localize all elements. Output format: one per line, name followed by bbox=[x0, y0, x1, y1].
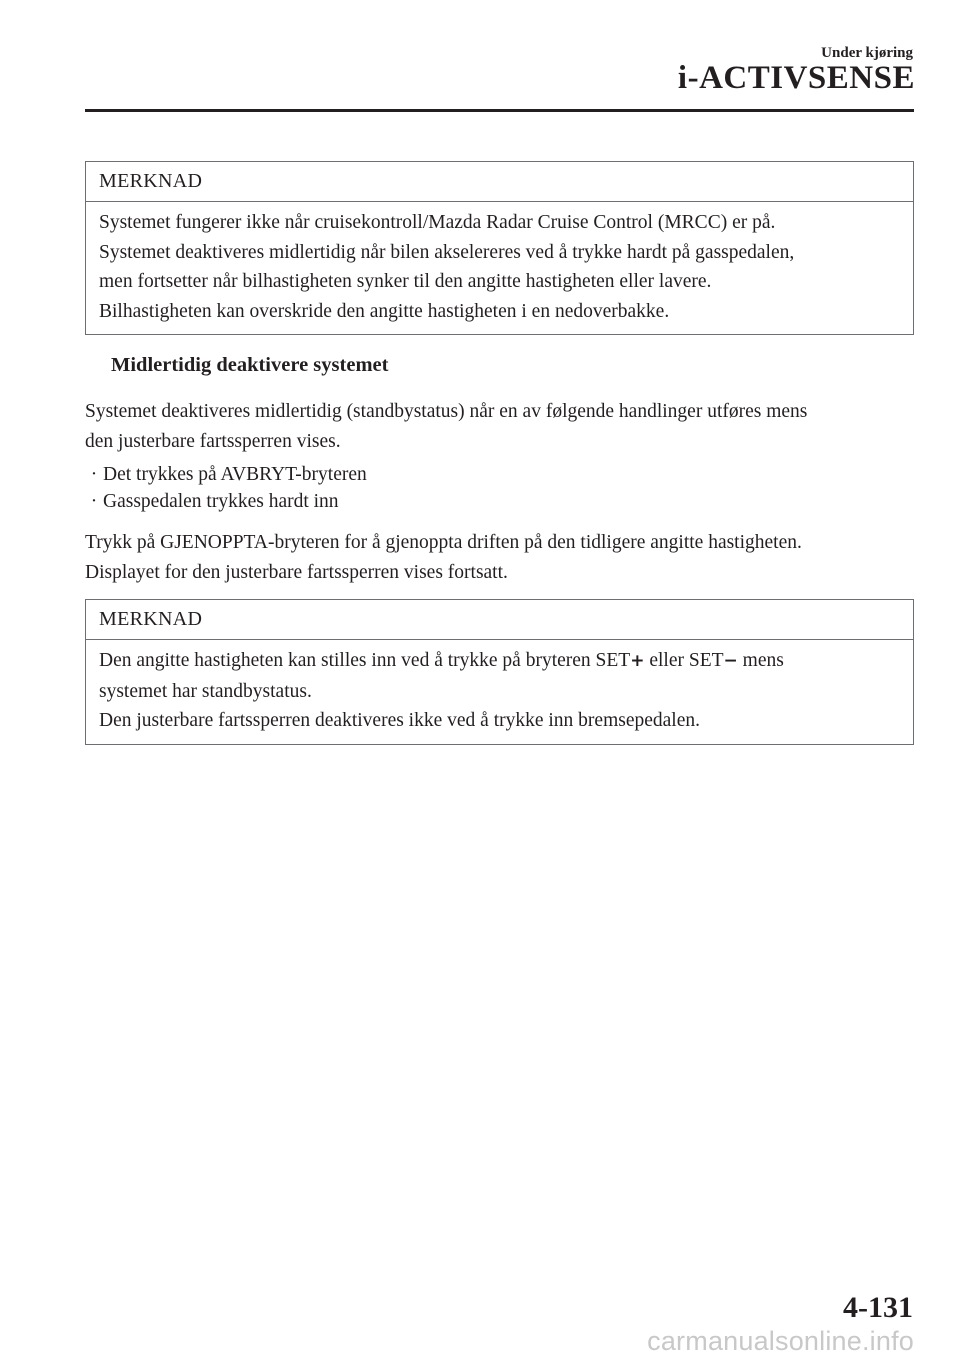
note-line: Den justerbare fartssperren deaktiveres ikke ved å trykke inn bremsepedalen. bbox=[99, 710, 700, 731]
paragraph-line: Systemet deaktiveres midlertidig (standbystatus) når en av følgende handlinger utføres mens bbox=[85, 401, 808, 422]
running-header-title: i-ACTIVSENSE bbox=[677, 60, 915, 96]
page-number: 4-131 bbox=[843, 1291, 913, 1324]
note-line: Systemet deaktiveres midlertidig når bilen akselereres ved å trykke hardt på gasspedalen, bbox=[99, 241, 795, 263]
note-box-set-speed bbox=[85, 599, 914, 745]
note-text: mens bbox=[737, 650, 784, 671]
note-line bbox=[99, 646, 900, 677]
list-item-text: Gasspedalen trykkes hardt inn bbox=[103, 491, 339, 512]
note-heading: MERKNAD bbox=[86, 600, 913, 640]
note-text: eller SET bbox=[644, 650, 724, 671]
note-line: men fortsetter når bilhastigheten synker til den angitte hastigheten eller lavere. bbox=[99, 271, 712, 292]
note-line: Bilhastigheten kan overskride den angitte hastigheten i en nedoverbakke. bbox=[99, 300, 670, 322]
list-item bbox=[85, 488, 367, 515]
condition-list bbox=[85, 461, 367, 515]
section-heading-text: Midlertidig deaktivere systemet bbox=[111, 354, 389, 376]
note-body bbox=[86, 640, 913, 744]
intro-paragraph bbox=[85, 397, 915, 456]
paragraph-line: den justerbare fartssperren vises. bbox=[85, 430, 341, 452]
plus-icon: + bbox=[630, 651, 645, 671]
resume-paragraph bbox=[85, 528, 915, 587]
minus-icon: − bbox=[723, 651, 738, 671]
note-text: Den angitte hastigheten kan stilles inn ved å trykke på bryteren SET bbox=[99, 650, 631, 671]
note-line: systemet har standbystatus. bbox=[99, 680, 312, 702]
note-body bbox=[86, 202, 913, 334]
header-rule bbox=[85, 109, 914, 112]
running-header-section: Under kjøring bbox=[821, 45, 913, 61]
watermark: carmanualsonline.info bbox=[647, 1326, 914, 1356]
bullet-dot-icon: · bbox=[90, 491, 98, 512]
note-heading: MERKNAD bbox=[86, 162, 913, 202]
section-heading bbox=[85, 354, 388, 377]
bullet-dot-icon: · bbox=[90, 464, 98, 485]
note-box-standby-info bbox=[85, 161, 914, 335]
list-item-text: Det trykkes på AVBRYT-bryteren bbox=[103, 464, 367, 485]
paragraph-line: Displayet for den justerbare fartssperren vises fortsatt. bbox=[85, 561, 508, 583]
paragraph-line: Trykk på GJENOPPTA-bryteren for å gjenoppta driften på den tidligere angitte hastigheten. bbox=[85, 532, 802, 553]
note-line: Systemet fungerer ikke når cruisekontroll/Mazda Radar Cruise Control (MRCC) er på. bbox=[99, 212, 776, 233]
list-item bbox=[85, 461, 367, 488]
